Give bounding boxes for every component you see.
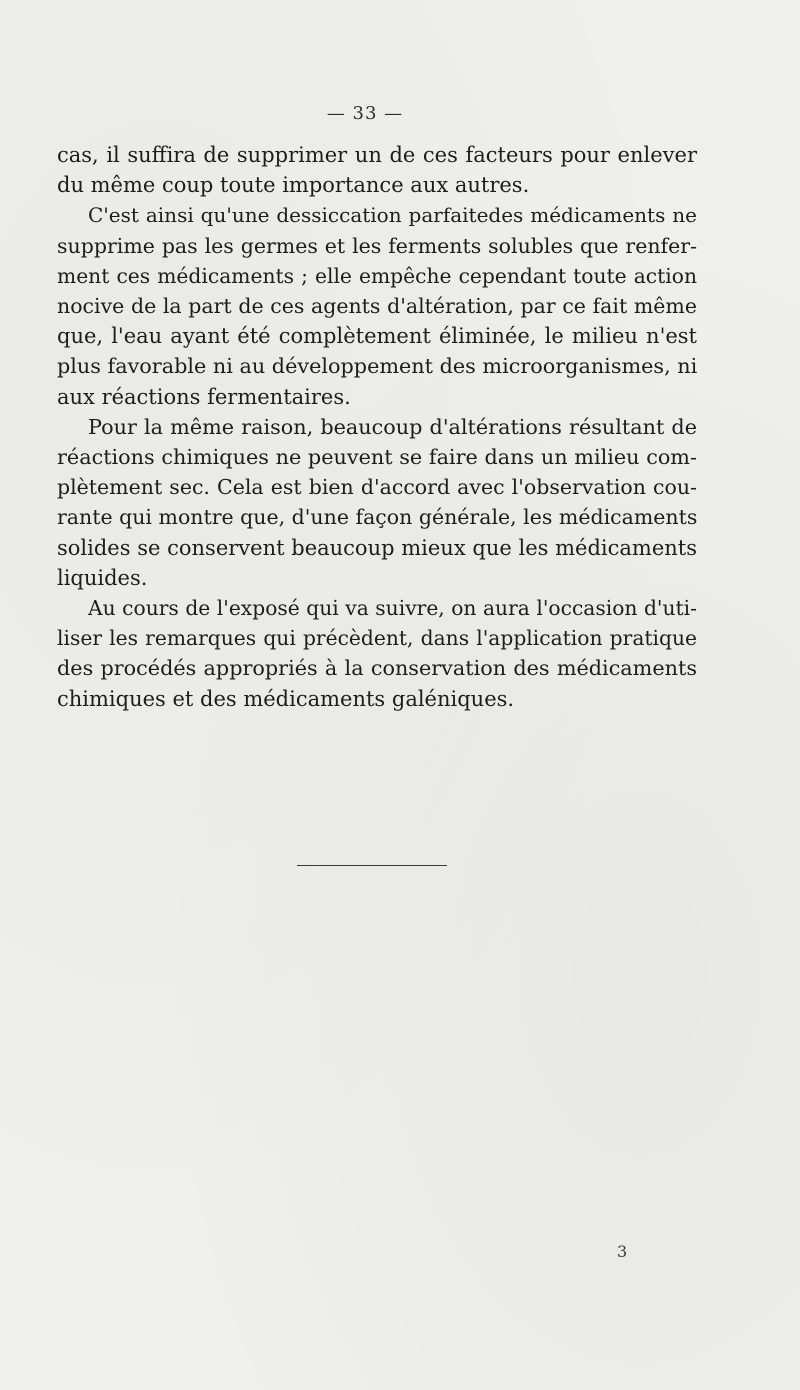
text-line: Pour la même raison, beaucoup d'altérations résultant de: [88, 414, 697, 439]
body-text: [57, 140, 697, 714]
text-line: plus favorable ni au développement des microorganismes, ni: [57, 354, 698, 379]
text-line: supprime pas les germes et les ferments solubles que renfer-: [57, 233, 697, 258]
text-line: que, l'eau ayant été complètement éliminée, le milieu n'est: [57, 324, 697, 349]
paragraph-1: [57, 140, 697, 200]
text-line: Au cours de l'exposé qui va suivre, on aura l'occasion d'uti-: [88, 596, 697, 621]
page-number: — 33 —: [326, 103, 404, 124]
text-line: nocive de la part de ces agents d'altération, par ce fait même: [57, 294, 697, 319]
text-line: liser les remarques qui précèdent, dans l'application pratique: [57, 626, 697, 651]
signature-mark: 3: [617, 1242, 628, 1261]
text-line: aux réactions fermentaires.: [57, 384, 351, 409]
paragraph-3: [57, 412, 697, 593]
paragraph-2: [57, 200, 697, 411]
text-line: plètement sec. Cela est bien d'accord avec l'observation cou-: [57, 475, 697, 500]
text-line: C'est ainsi qu'une dessiccation parfaitedes médicaments ne: [88, 203, 697, 228]
text-line: solides se conservent beaucoup mieux que les médicaments: [57, 535, 697, 560]
paragraph-4: [57, 593, 697, 714]
text-line: liquides.: [57, 565, 148, 590]
text-line: rante qui montre que, d'une façon générale, les médicaments: [57, 505, 698, 530]
text-line: du même coup toute importance aux autres.: [57, 173, 530, 198]
text-line: cas, il suffira de supprimer un de ces facteurs pour enlever: [57, 143, 697, 167]
text-line: ment ces médicaments ; elle empêche cependant toute action: [57, 263, 697, 288]
text-line: chimiques et des médicaments galéniques.: [57, 686, 515, 711]
section-divider: [297, 865, 447, 866]
text-line: réactions chimiques ne peuvent se faire dans un milieu com-: [57, 445, 697, 470]
text-line: des procédés appropriés à la conservation des médicaments: [57, 656, 697, 681]
